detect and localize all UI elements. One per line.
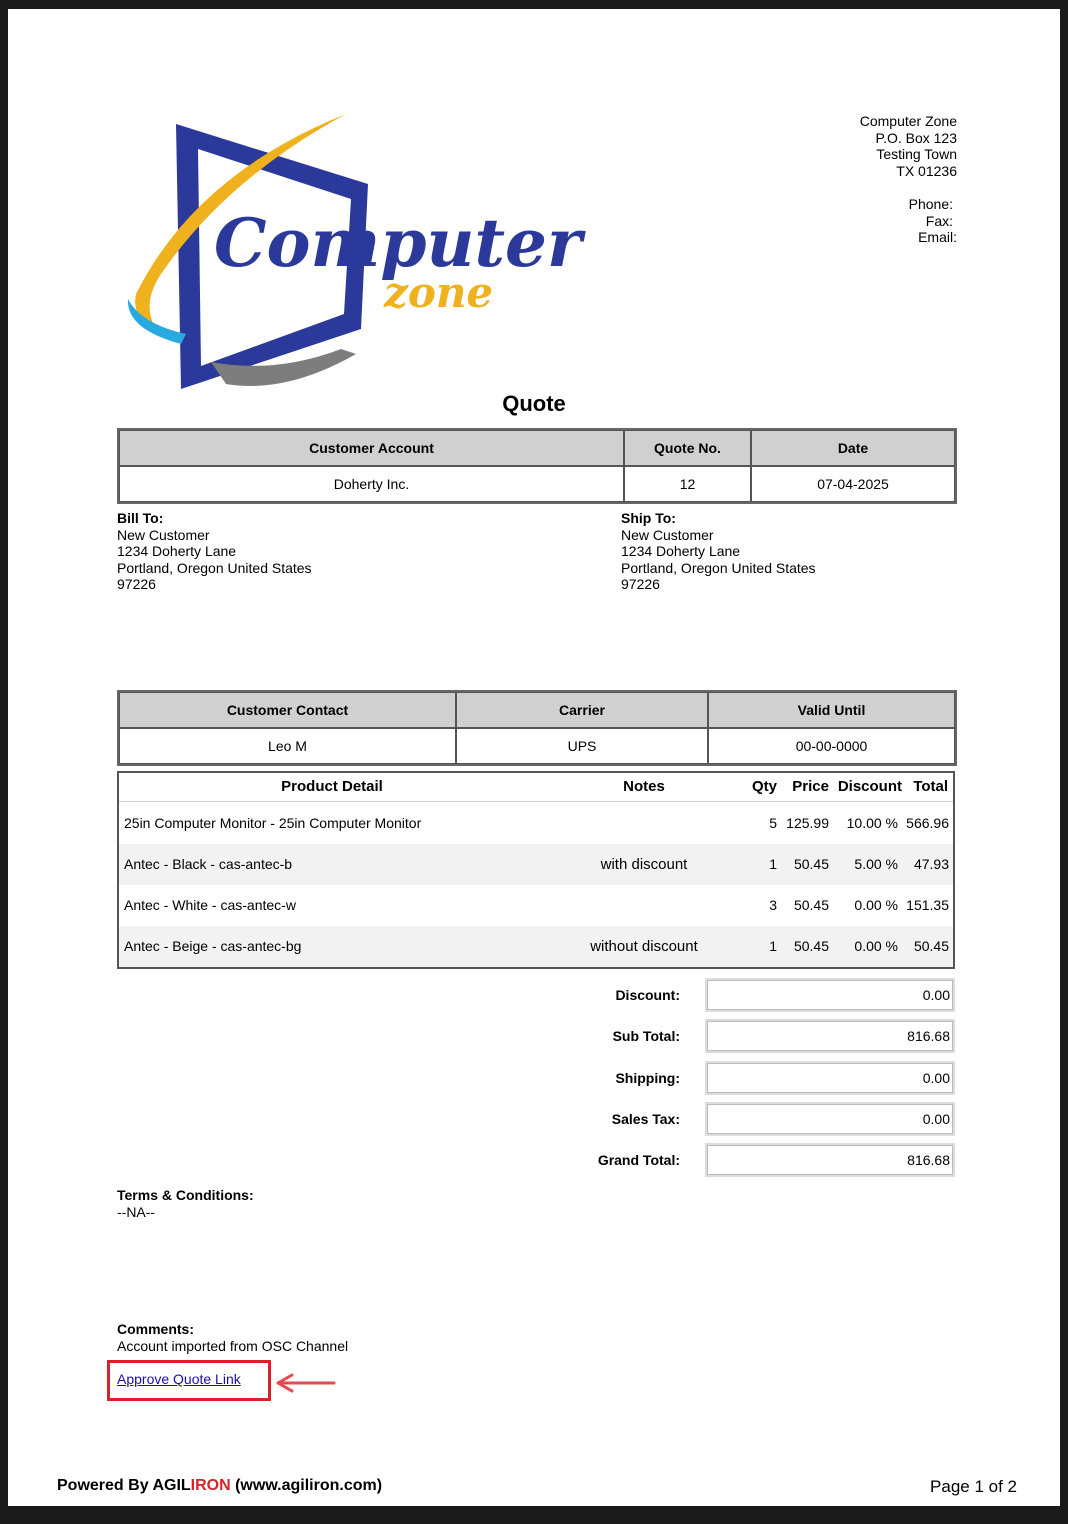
qty-cell: 5 [769,815,777,831]
company-address-line: P.O. Box 123 [875,129,957,146]
company-email-label: Email: [918,229,957,246]
grand-total-label: Grand Total: [597,1152,680,1168]
line-items-table [117,771,955,969]
company-phone-label: Phone: [908,195,953,212]
quote-no-value: 12 [624,466,751,502]
customer-account-value: Doherty Inc. [119,466,624,502]
qty-header: Qty [751,778,777,795]
contact-table [117,690,957,766]
ship-to-line: New Customer [621,526,714,543]
ship-to [621,510,816,593]
discount-total-value: 0.00 [705,978,955,1012]
logo-word-computer: Computer [214,204,582,282]
table-row [119,803,953,844]
terms-heading: Terms & Conditions: [117,1187,254,1203]
sales-tax-label: Sales Tax: [611,1111,680,1127]
ship-to-line: 97226 [621,576,660,592]
comments-section [117,1321,348,1355]
price-cell: 50.45 [793,856,829,872]
bill-to-heading: Bill To: [117,510,164,526]
price-cell: 50.45 [793,897,829,913]
price-cell: 50.45 [793,938,829,954]
price-cell: 125.99 [786,815,829,831]
bill-to [117,510,312,593]
notes-cell: without discount [590,938,698,955]
qty-cell: 1 [769,938,777,954]
product-cell: Antec - Black - cas-antec-b [124,856,293,872]
shipping-value: 0.00 [705,1061,955,1095]
product-cell: Antec - White - cas-antec-w [124,897,296,913]
ship-to-line: 1234 Doherty Lane [621,543,741,559]
logo-word-zone: zone [384,268,494,317]
notes-header: Notes [623,778,665,795]
discount-cell: 10.00 % [846,815,898,831]
quote-summary-table [117,428,957,504]
total-cell: 47.93 [913,856,949,872]
discount-header: Discount [837,778,902,795]
brand-iron: IRON [190,1477,231,1494]
carrier-value: UPS [456,728,708,764]
ship-to-line: Portland, Oregon United States [621,559,816,576]
table-row [119,844,953,885]
discount-cell: 0.00 % [854,897,898,913]
valid-until-header: Valid Until [708,692,955,728]
customer-contact-header: Customer Contact [119,692,456,728]
customer-account-header: Customer Account [119,430,624,466]
bill-to-line: 97226 [117,576,156,592]
page-number: Page 1 of 2 [930,1477,1017,1496]
quote-no-header: Quote No. [624,430,751,466]
company-name: Computer Zone [859,113,957,129]
customer-contact-value: Leo M [119,728,456,764]
powered-by-footer [57,1477,382,1495]
shipping-label: Shipping: [615,1070,680,1086]
qty-cell: 1 [769,856,777,872]
qty-cell: 3 [769,897,777,913]
computer-zone-logo [116,104,582,394]
table-row [119,926,953,967]
sales-tax-value: 0.00 [705,1102,955,1136]
arrow-left-icon [274,1372,336,1394]
brand-agil: AGIL [152,1477,191,1494]
total-cell: 50.45 [913,938,949,954]
valid-until-value: 00-00-0000 [708,728,955,764]
quote-page [8,9,1060,1506]
bill-to-line: 1234 Doherty Lane [117,543,237,559]
table-row [119,885,953,926]
terms-section [117,1187,254,1221]
product-detail-header: Product Detail [281,778,383,795]
total-header: Total [913,778,948,795]
line-items-header [119,773,953,802]
approve-quote-link[interactable]: Approve Quote Link [117,1371,241,1387]
product-cell: Antec - Beige - cas-antec-bg [124,938,302,954]
subtotal-label: Sub Total: [612,1028,680,1044]
company-address-line: TX 01236 [896,163,957,180]
discount-cell: 5.00 % [854,856,898,872]
comments-text: Account imported from OSC Channel [117,1338,349,1354]
grand-total-value: 816.68 [705,1143,955,1177]
page-title: Quote [502,391,566,416]
comments-heading: Comments: [117,1321,195,1337]
discount-cell: 0.00 % [854,938,898,954]
bill-to-line: New Customer [117,526,210,543]
company-address-line: Testing Town [876,146,957,163]
price-header: Price [792,778,829,795]
date-value: 07-04-2025 [751,466,955,502]
total-cell: 151.35 [906,897,949,913]
total-cell: 566.96 [906,815,949,831]
subtotal-value: 816.68 [705,1019,955,1053]
product-cell: 25in Computer Monitor - 25in Computer Monitor [124,815,422,831]
powered-by-prefix: Powered By [57,1477,153,1494]
carrier-header: Carrier [456,692,708,728]
discount-total-label: Discount: [615,987,680,1003]
company-address [860,113,957,246]
bill-to-line: Portland, Oregon United States [117,559,312,576]
ship-to-heading: Ship To: [621,510,676,526]
notes-cell: with discount [600,856,688,873]
date-header: Date [751,430,955,466]
company-fax-label: Fax: [925,212,953,229]
brand-site: (www.agiliron.com) [230,1477,383,1494]
terms-text: --NA-- [117,1204,156,1220]
